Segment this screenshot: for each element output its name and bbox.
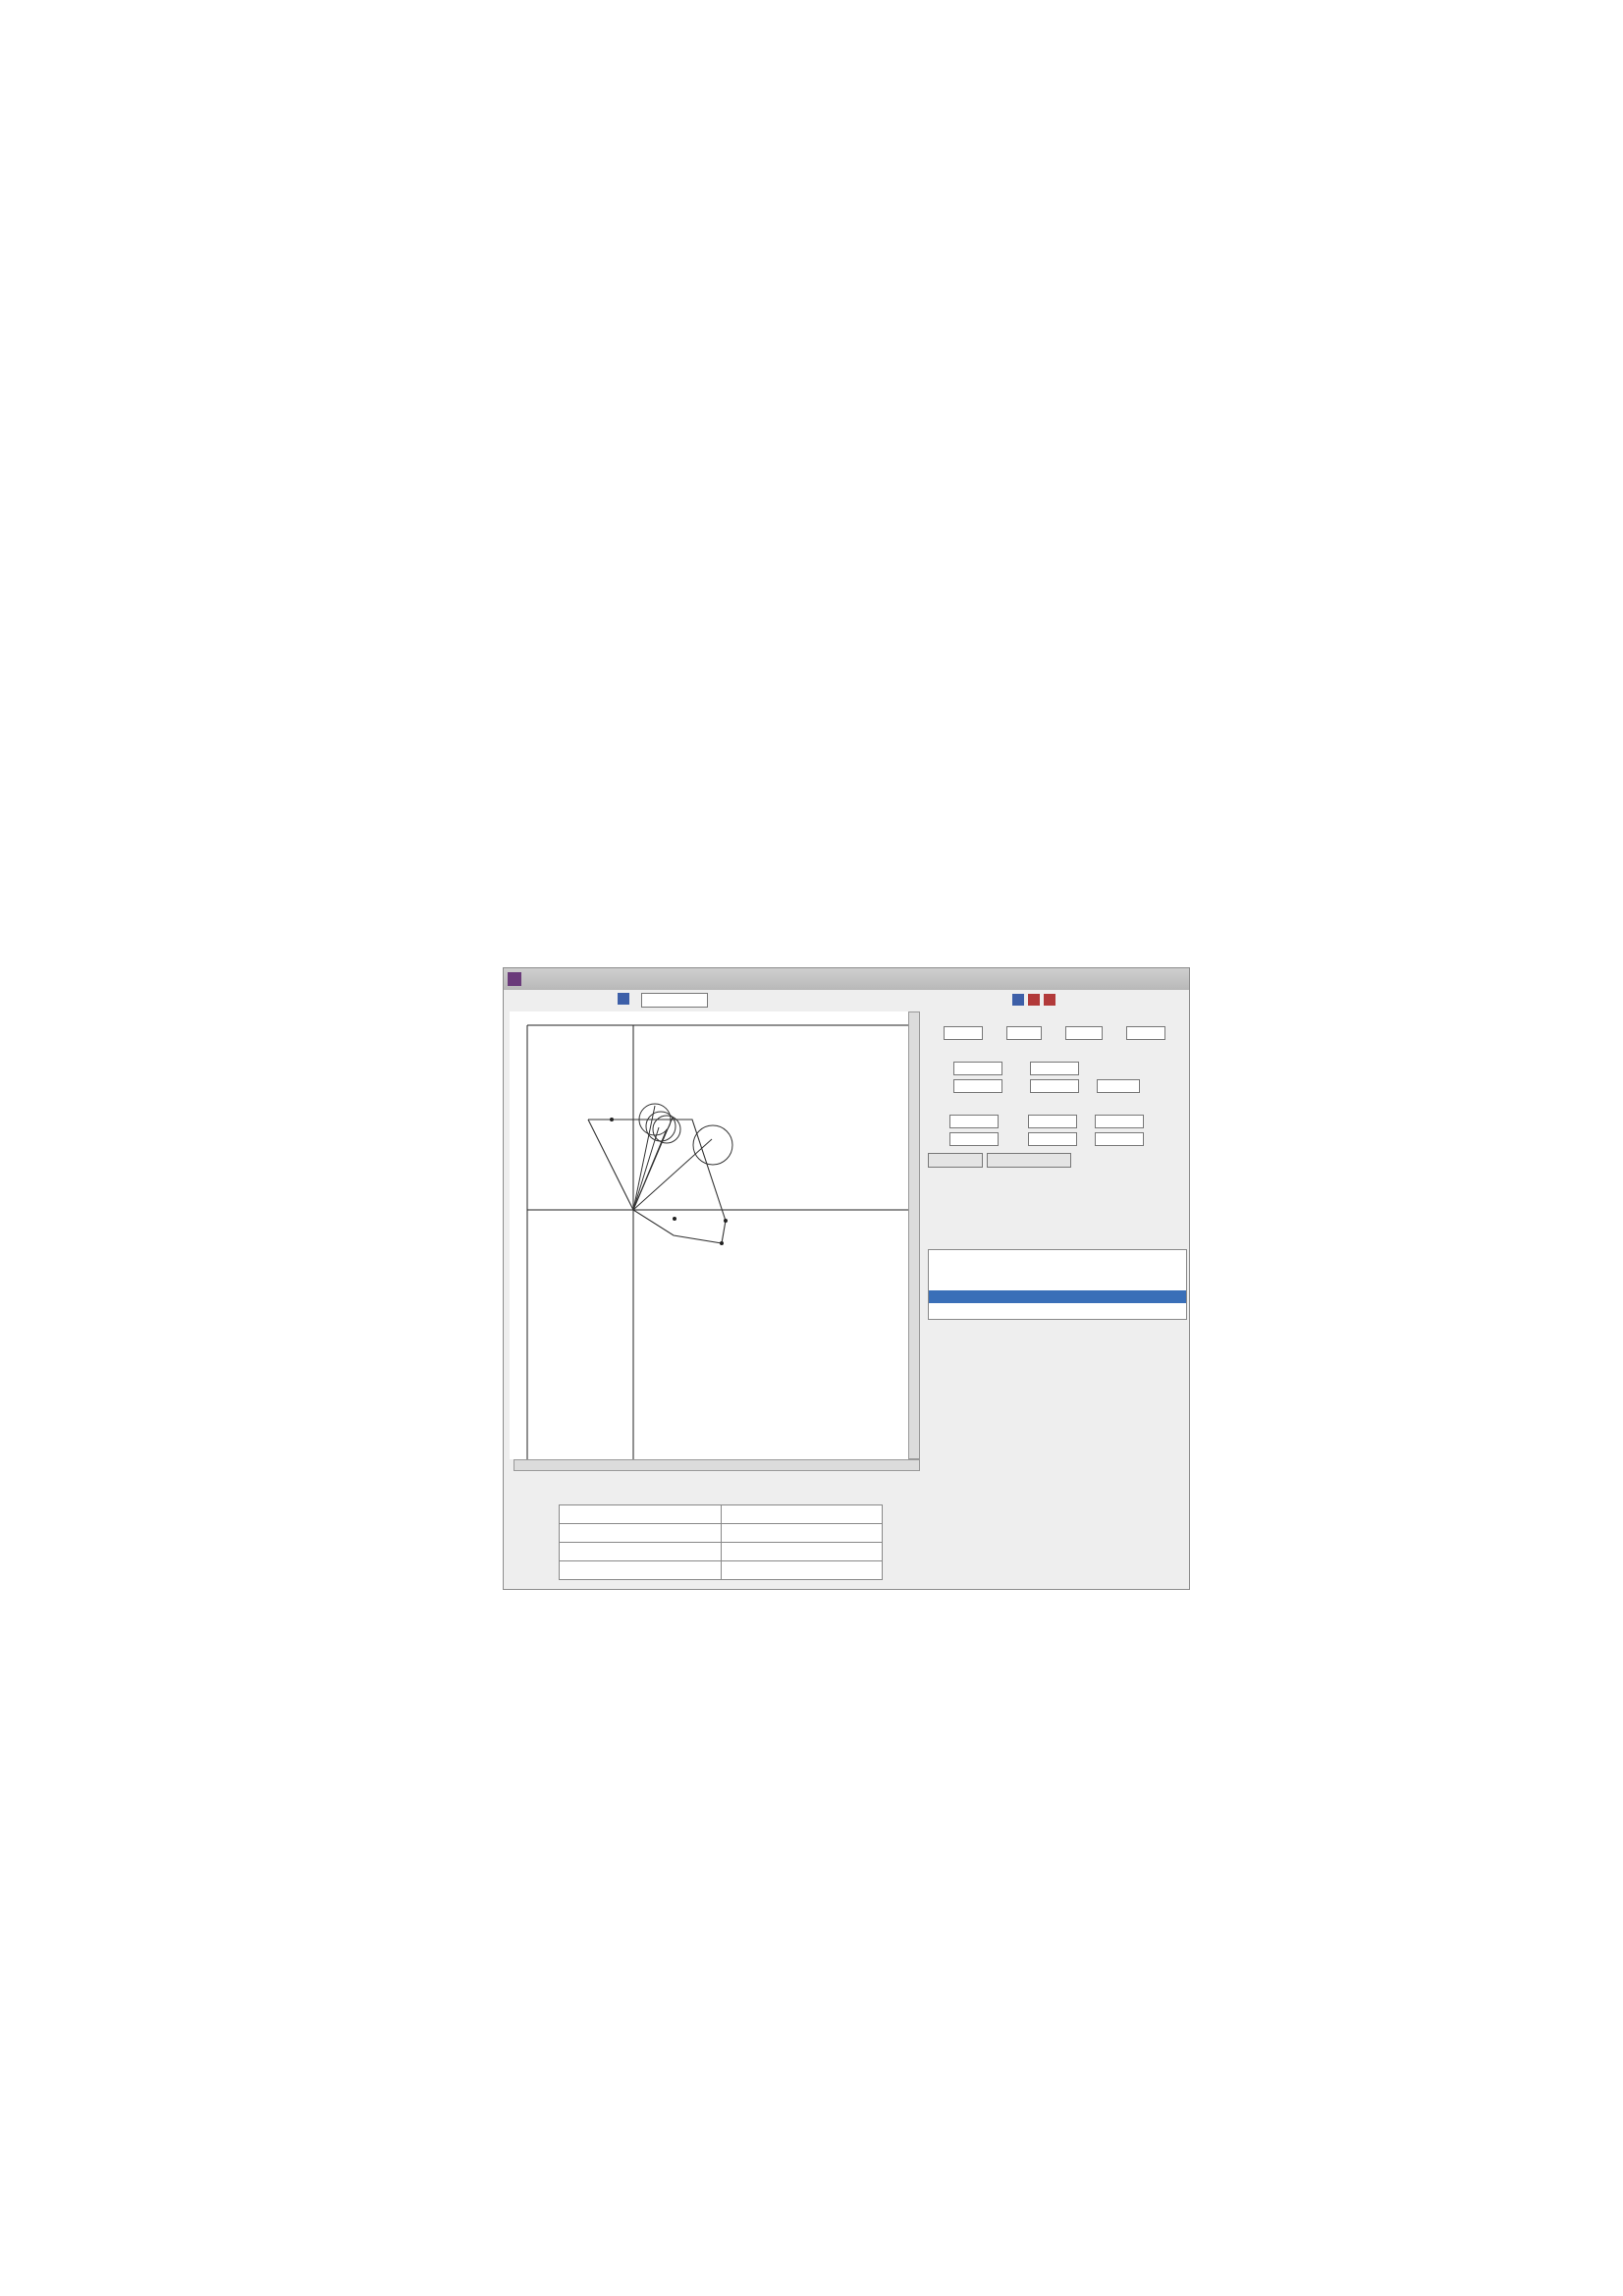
measurement-list[interactable] [928,1249,1187,1320]
marker [673,1217,676,1221]
plot-horizontal-scrollbar[interactable] [514,1459,920,1471]
q-field[interactable] [1028,1115,1077,1128]
u-field[interactable] [1095,1115,1144,1128]
list-item[interactable] [929,1252,1186,1265]
rp-field[interactable] [953,1062,1002,1075]
u2-field[interactable] [1095,1132,1144,1146]
parameters-table [559,1504,883,1580]
list-item-selected[interactable] [929,1290,1186,1303]
window-titlebar [504,968,1189,990]
table-header [721,1505,883,1524]
settings-panel [924,990,1189,1589]
table-row[interactable] [560,1543,883,1561]
app-icon [508,972,521,986]
table-row[interactable] [560,1561,883,1580]
table-header [560,1505,722,1524]
xp-field[interactable] [1030,1062,1079,1075]
kv-field[interactable] [1065,1026,1103,1040]
table-cell [560,1561,722,1580]
fn-field[interactable] [1028,1132,1077,1146]
table-cell [560,1524,722,1543]
table-row[interactable] [560,1524,883,1543]
table-cell[interactable] [721,1524,883,1543]
stage-parameters [504,1473,920,1589]
kch-field[interactable] [1126,1026,1165,1040]
ko-field[interactable] [944,1026,983,1040]
table-header-row [560,1505,883,1524]
print-icon[interactable] [1012,994,1024,1006]
impedance-plot [510,1011,920,1459]
draw-button[interactable] [928,1153,983,1168]
scale-select[interactable] [641,993,708,1008]
marker [720,1241,724,1245]
calc-cond-select[interactable] [1097,1079,1140,1093]
characteristic-window-screenshot [503,967,1190,1590]
list-item[interactable] [929,1278,1186,1290]
marker [610,1118,614,1121]
list-item[interactable] [929,1265,1186,1278]
plot-vertical-scrollbar[interactable] [908,1011,920,1459]
plot-background [510,1011,920,1459]
save-icon[interactable] [1028,994,1040,1006]
marker [724,1219,728,1223]
jn-field[interactable] [949,1132,999,1146]
fp-field[interactable] [1030,1079,1079,1093]
p-field[interactable] [949,1115,999,1128]
export-icon[interactable] [1044,994,1055,1006]
kn-field[interactable] [1006,1026,1042,1040]
print-icon[interactable] [618,993,629,1005]
table-cell[interactable] [721,1561,883,1580]
table-cell [560,1543,722,1561]
table-cell[interactable] [721,1543,883,1561]
zp-field[interactable] [953,1079,1002,1093]
load-list-button[interactable] [987,1153,1071,1168]
